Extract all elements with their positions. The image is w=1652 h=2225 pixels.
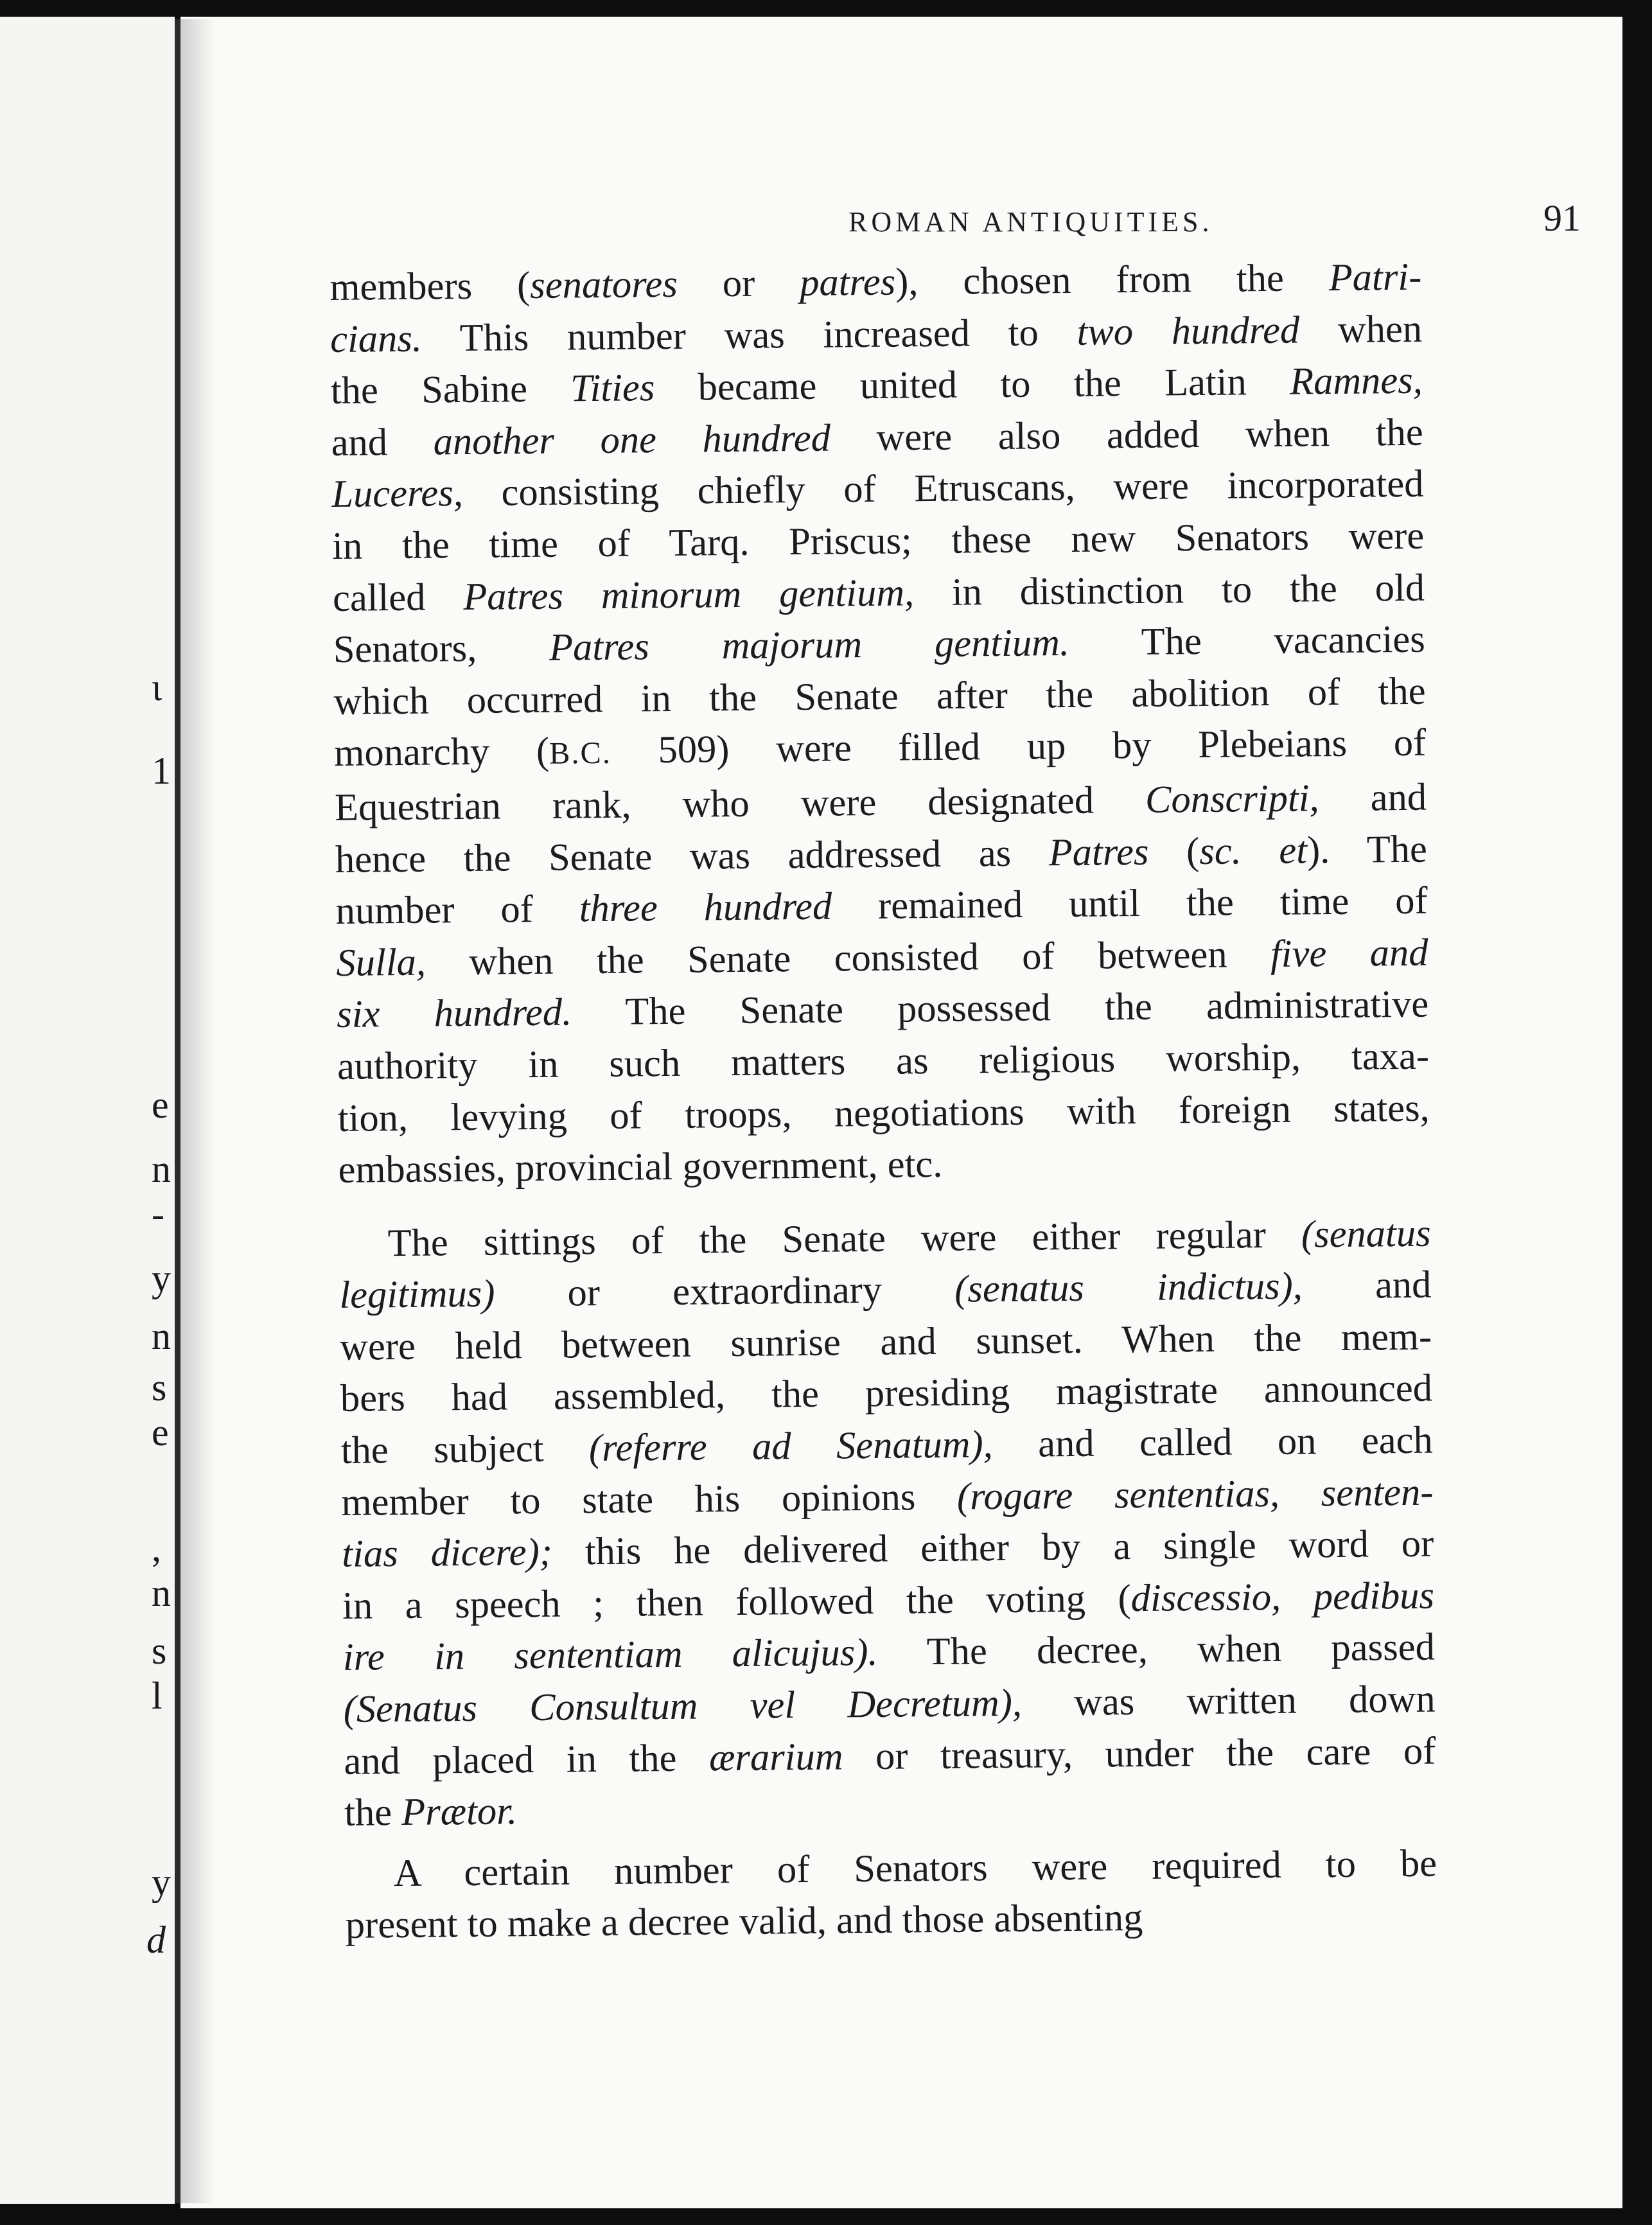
text-run: The Senate possessed the administrative bbox=[571, 982, 1429, 1034]
text-run: or treasury, under the care of bbox=[843, 1729, 1436, 1779]
text-run: when bbox=[1299, 307, 1423, 352]
italic-term: three hundred bbox=[579, 884, 832, 931]
text-run: the subject bbox=[340, 1427, 590, 1472]
text-run: embassies, provincial government, etc. bbox=[338, 1142, 943, 1192]
text-run: called bbox=[332, 575, 464, 620]
italic-term: five and bbox=[1270, 931, 1428, 976]
text-run: This number was increased to bbox=[421, 310, 1077, 360]
text-line bbox=[337, 1082, 1430, 1145]
italic-term: (senatus bbox=[1301, 1211, 1431, 1256]
text-run: ). The bbox=[1306, 827, 1428, 872]
left-page-fragment: d bbox=[146, 1919, 166, 1961]
text-line bbox=[344, 1725, 1436, 1788]
running-title: ROMAN ANTIQUITIES. bbox=[848, 206, 1213, 238]
text-run: and called on each bbox=[992, 1418, 1434, 1466]
italic-term: ire in sententiam alicujus). bbox=[342, 1631, 878, 1680]
italic-term: cians. bbox=[330, 317, 423, 361]
italic-term: Conscripti, bbox=[1145, 777, 1319, 822]
small-caps: B.C. bbox=[549, 736, 612, 771]
italic-term: legitimus) bbox=[339, 1272, 495, 1317]
italic-term: discessio, pedibus bbox=[1130, 1574, 1435, 1620]
left-page-fragment: s bbox=[152, 1630, 167, 1672]
text-run: A certain number of Senators were required to be bbox=[393, 1842, 1437, 1895]
text-line bbox=[332, 511, 1425, 573]
body-text bbox=[330, 252, 1437, 1952]
italic-term: (rogare sententias, senten- bbox=[956, 1470, 1434, 1518]
left-page-fragment: e bbox=[152, 1084, 169, 1126]
previous-page-edge bbox=[0, 17, 175, 2204]
text-run: the bbox=[344, 1791, 402, 1835]
left-page-fragment: s bbox=[152, 1366, 167, 1409]
text-run: The vacancies bbox=[1069, 617, 1426, 665]
italic-term: Patres bbox=[1048, 830, 1149, 874]
text-line bbox=[344, 1777, 1437, 1840]
text-line bbox=[334, 717, 1427, 782]
italic-term: (referre ad Senatum), bbox=[588, 1423, 994, 1470]
italic-term: Tities bbox=[570, 366, 655, 410]
italic-term: six hundred. bbox=[336, 990, 572, 1037]
paragraph bbox=[330, 252, 1430, 1197]
italic-term: Prætor. bbox=[401, 1790, 518, 1834]
text-run: consisting chiefly of Etruscans, were incorporated bbox=[462, 462, 1424, 515]
text-run: which occurred in the Senate after the abolition of the bbox=[333, 669, 1426, 723]
text-run: ), chosen from the bbox=[895, 256, 1330, 304]
left-page-fragment: e bbox=[152, 1411, 169, 1454]
text-run: tion, levying of troops, negotiations with foreign states, bbox=[337, 1086, 1430, 1140]
text-run: in distinction to the old bbox=[913, 566, 1425, 614]
gutter-shadow bbox=[180, 19, 213, 2203]
text-run: were held between sunrise and sunset. When the mem- bbox=[339, 1315, 1432, 1369]
italic-term: Patri- bbox=[1328, 255, 1422, 300]
text-run: 509) were filled up by Plebeians of bbox=[611, 721, 1427, 773]
text-run: present to make a decree valid, and those absenting bbox=[345, 1896, 1143, 1948]
text-run: Senators, bbox=[333, 626, 550, 672]
left-page-fragment: - bbox=[152, 1193, 164, 1235]
paragraph bbox=[345, 1838, 1437, 1951]
text-run: monarchy ( bbox=[334, 730, 550, 775]
page-gutter bbox=[175, 19, 180, 2203]
text-run: in a speech ; then followed the voting ( bbox=[342, 1576, 1131, 1628]
text-line bbox=[345, 1890, 1437, 1952]
text-run: The sittings of the Senate were either regular bbox=[387, 1213, 1302, 1265]
text-run: this he delivered either by a single word or bbox=[552, 1522, 1434, 1574]
text-run: or bbox=[677, 261, 800, 306]
paragraph bbox=[338, 1208, 1436, 1839]
text-run: member to state his opinions bbox=[341, 1475, 958, 1524]
text-run: ( bbox=[1148, 829, 1200, 874]
italic-term: (Senatus Consultum vel Decretum), bbox=[343, 1681, 1023, 1731]
text-line bbox=[343, 1674, 1436, 1736]
left-page-fragment: , bbox=[152, 1527, 161, 1569]
left-page-fragment: y bbox=[152, 1861, 171, 1903]
text-run: in the time of Tarq. Priscus; these new Senators were bbox=[331, 514, 1425, 568]
italic-term: patres bbox=[799, 260, 896, 304]
text-run: remained until the time of bbox=[831, 879, 1428, 928]
italic-term: two hundred bbox=[1076, 308, 1300, 354]
italic-term: tias dicere); bbox=[341, 1531, 553, 1576]
page-header bbox=[848, 197, 1581, 248]
text-run: and placed in the bbox=[344, 1736, 710, 1783]
text-run: became united to the Latin bbox=[655, 360, 1290, 410]
text-run: bers had assembled, the presiding magistrate announced bbox=[340, 1367, 1433, 1421]
text-run: and bbox=[1319, 775, 1427, 820]
text-run: or extraordinary bbox=[495, 1268, 955, 1315]
italic-term: senatores bbox=[529, 262, 678, 308]
italic-term: Sulla, bbox=[336, 940, 426, 985]
text-line bbox=[335, 772, 1427, 834]
italic-term: Ramnes, bbox=[1289, 358, 1423, 403]
text-run: members ( bbox=[330, 264, 531, 309]
text-line bbox=[345, 1838, 1437, 1900]
italic-term: Luceres, bbox=[331, 471, 464, 516]
left-page-fragment: l bbox=[152, 1675, 163, 1717]
text-run: hence the Senate was addressed as bbox=[335, 831, 1050, 881]
text-run: Equestrian rank, who were designated bbox=[334, 778, 1146, 829]
text-run: was written down bbox=[1021, 1677, 1436, 1725]
text-run: the Sabine bbox=[330, 367, 571, 413]
text-run: authority in such matters as religious worship, taxa- bbox=[337, 1034, 1430, 1088]
left-page-fragment: n bbox=[152, 1572, 171, 1614]
text-run: The decree, when passed bbox=[877, 1626, 1436, 1675]
italic-term: (senatus indictus), bbox=[954, 1264, 1303, 1312]
italic-term: Patres minorum gentium, bbox=[462, 570, 915, 619]
text-run: and bbox=[1302, 1263, 1432, 1308]
left-page-fragment: y bbox=[152, 1257, 171, 1299]
left-page-fragment: ɩ bbox=[152, 666, 163, 708]
scan-border bbox=[1622, 0, 1652, 2225]
text-run: were also added when the bbox=[830, 410, 1423, 460]
text-line bbox=[330, 252, 1422, 314]
text-run: number of bbox=[335, 887, 580, 933]
text-line bbox=[338, 1134, 1430, 1197]
left-page-fragment: 1 bbox=[152, 750, 171, 792]
italic-term: another one hundred bbox=[433, 416, 831, 464]
italic-term: Patres majorum gentium. bbox=[549, 621, 1070, 669]
text-line bbox=[337, 1031, 1430, 1093]
page-number: 91 bbox=[1543, 197, 1581, 239]
text-run: when the Senate consisted of between bbox=[425, 932, 1271, 984]
italic-term: ærarium bbox=[708, 1735, 843, 1780]
italic-term: sc. et bbox=[1199, 828, 1308, 873]
left-page-fragment: n bbox=[152, 1315, 171, 1357]
left-page-fragment: n bbox=[152, 1148, 171, 1190]
text-run: and bbox=[331, 420, 434, 464]
